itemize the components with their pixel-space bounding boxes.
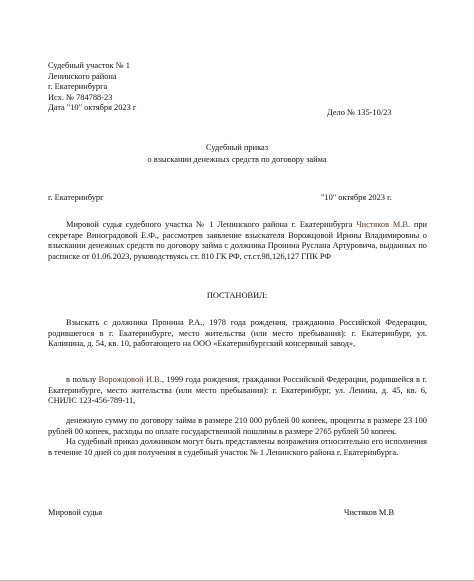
debtor-paragraph: Взыскать с должника Пронина Р.А., 1978 года рождения, гражданина Российской Федерации, родившегося в г. Екатеринбурге, место жительства (или место пребывания): г. Екатеринбург, ул. Калинина, д. 54, кв. 10, работающего на ООО «Екатеринбургский консервный завод», (48, 318, 427, 349)
creditor-text-1: в пользу (66, 375, 99, 384)
court-district: Ленинского района (48, 71, 117, 81)
place-date: "10" октября 2023 г. (321, 193, 392, 202)
creditor-text-2: , 1999 года рождения, гражданки Российской Федерации, родившейся в г. Екатеринбурге, место жительства (или место пребывания): г. Екатеринбург, ул. Ленина, д. 45, кв. 6, СНИЛС 123-456-789-11, (48, 375, 427, 406)
signer-title: Мировой судья (48, 508, 103, 517)
signer-name: Чистяков М.В (344, 508, 395, 517)
intro-paragraph (48, 220, 427, 262)
creditor-name: Ворожцовой И.В. (98, 375, 162, 384)
document-title: Судебный приказ (205, 143, 269, 152)
amount-paragraph: денежную сумму по договору займа в размере 210 000 рублей 00 копеек, проценты в размере 23 100 рублей 00 копеек, расходы по оплате государственной пошлины в размере 2765 рублей 50 копеек. (48, 416, 427, 436)
creditor-paragraph (48, 375, 427, 407)
case-number: Дело № 135-10/23 (327, 108, 392, 117)
court-name: Судебный участок № 1 (48, 61, 130, 70)
document-subtitle: о взыскании денежных средств по договору займа (147, 155, 327, 164)
intro-text-2: при секретаре Виноградовой Е.Ф., рассмотрев заявление взыскателя Ворожцовой Ирины Владимировны о взыскании денежных средств по договору займа с должника Пронина Руслана Артуровича, выданных по расписке от 01.06.2023, руководствуясь ст. 810 ГК РФ, ст.ст.98,126,127 ГПК РФ (48, 220, 427, 261)
place-city: г. Екатеринбург (48, 193, 104, 202)
header-date: Дата "10" октября 2023 г (48, 103, 137, 113)
resolved-heading: ПОСТАНОВИЛ: (206, 291, 268, 300)
court-header (48, 61, 248, 114)
outgoing-number: Исх. № 784788-23 (48, 92, 113, 102)
judge-name: Чистяков М.В. (356, 220, 411, 229)
objection-paragraph: На судебный приказ должником могут быть представлены возражения относительно его исполнения в течение 10 дней со дня получения в судебный участок № 1 Ленинского района г. Екатеринбурга. (48, 437, 427, 457)
court-city: г. Екатеринбурга (48, 82, 108, 92)
intro-text-1: Мировой судья судебного участка № 1 Ленинского района г. Екатеринбурга (66, 220, 357, 229)
